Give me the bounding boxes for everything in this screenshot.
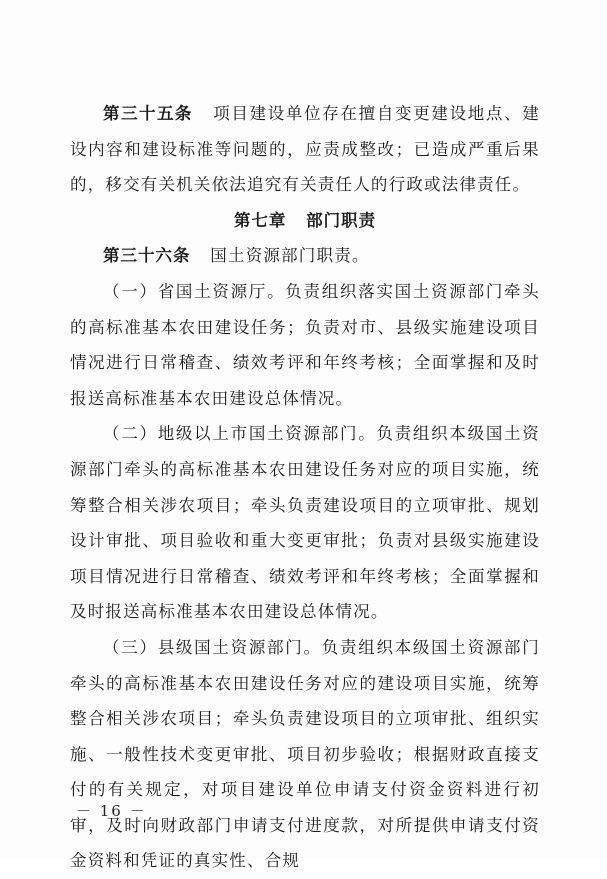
page-number: － 16 －: [76, 802, 147, 820]
item-county-paragraph: （三）县级国土资源部门。负责组织本级国土资源部门牵头的高标准基本农田建设任务对应的建设项目实施，统筹整合相关涉农项目；牵头负责建设项目的立项审批、组织实施、一般性技术变更审批、项目初步验收；根据财政直接支付的有关规定，对项目建设单位申请支付资金资料进行初审，及时向财政部门申请支付进度款，对所提供申请支付资金资料和凭证的真实性、合规: [70, 637, 540, 871]
item-municipal-paragraph: （二）地级以上市国土资源部门。负责组织本级国土资源部门牵头的高标准基本农田建设任务对应的项目实施，统筹整合相关涉农项目；牵头负责建设项目的立项审批、规划设计审批、项目验收和重大变更审批；负责对县级实施建设项目情况进行日常稽查、绩效考评和年终考核；全面掌握和及时报送高标准基本农田建设总体情况。: [70, 424, 540, 622]
chapter-title: 部门职责: [306, 210, 377, 230]
article-35-heading: 第三十五条: [103, 104, 193, 123]
article-35-text: 项目建设单位存在擅自变更建设地点、建设内容和建设标准等问题的，应责成整改；已造成严重后果的，移交有关机关依法追究有关责任人的行政或法律责任。: [70, 104, 541, 195]
article-36-paragraph: [70, 238, 540, 274]
article-35-paragraph: [70, 96, 540, 203]
chapter-7-heading: [70, 203, 540, 239]
document-body: [70, 96, 540, 879]
item-provincial-paragraph: （一）省国土资源厅。负责组织落实国土资源部门牵头的高标准基本农田建设任务；负责对市、县级实施建设项目情况进行日常稽查、绩效考评和年终考核；全面掌握和及时报送高标准基本农田建设总体情况。: [70, 281, 540, 408]
article-36-heading: 第三十六条: [103, 246, 191, 266]
article-36-text: 国土资源部门职责。: [210, 246, 370, 266]
chapter-number: 第七章: [233, 210, 287, 230]
